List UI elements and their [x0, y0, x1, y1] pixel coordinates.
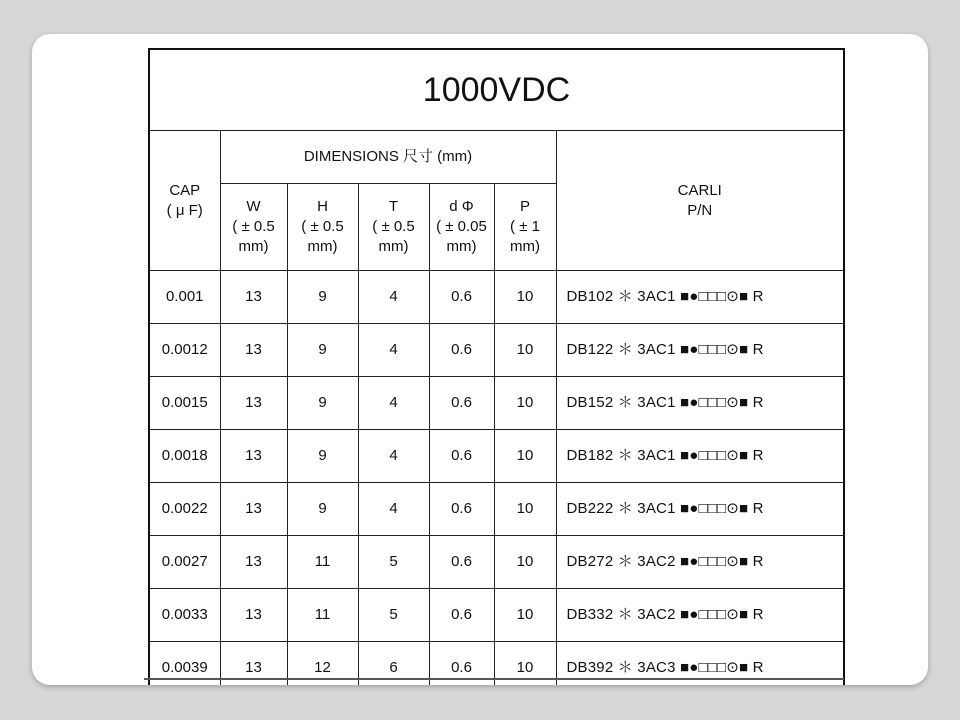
p-cell: 10	[494, 377, 556, 430]
w-header-tol: ( ± 0.5	[232, 218, 275, 235]
cap-cell: 0.0039	[149, 642, 220, 686]
d-header-unit: mm)	[446, 238, 477, 255]
d-header-tol: ( ± 0.05	[436, 218, 487, 235]
d-cell: 0.6	[429, 589, 494, 642]
p-cell: 10	[494, 536, 556, 589]
p-cell: 10	[494, 589, 556, 642]
cap-cell: 0.001	[149, 271, 220, 324]
w-header-name: W	[246, 198, 261, 215]
w-cell: 13	[220, 377, 287, 430]
table-row	[149, 430, 844, 483]
t-header-unit: mm)	[378, 238, 409, 255]
t-cell: 5	[358, 589, 429, 642]
part-number-cell: DB332 ＊ 3AC2 ■●□□□⊙■ R	[556, 589, 844, 642]
t-cell: 4	[358, 324, 429, 377]
w-cell: 13	[220, 271, 287, 324]
w-cell: 13	[220, 536, 287, 589]
header-row	[149, 131, 844, 184]
p-header-tol: ( ± 1	[510, 218, 540, 235]
p-cell: 10	[494, 324, 556, 377]
carli-header-sub: P/N	[687, 201, 713, 219]
cap-cell: 0.0012	[149, 324, 220, 377]
part-number-cell: DB272 ＊ 3AC2 ■●□□□⊙■ R	[556, 536, 844, 589]
dimensions-header: DIMENSIONS 尺寸 (mm)	[220, 131, 556, 184]
d-cell: 0.6	[429, 536, 494, 589]
d-cell: 0.6	[429, 271, 494, 324]
w-cell: 13	[220, 430, 287, 483]
d-cell: 0.6	[429, 483, 494, 536]
part-number-cell: DB392 ＊ 3AC3 ■●□□□⊙■ R	[556, 642, 844, 686]
t-cell: 6	[358, 642, 429, 686]
part-number-cell: DB152 ＊ 3AC1 ■●□□□⊙■ R	[556, 377, 844, 430]
cap-header-unit: ( μ F)	[166, 201, 203, 219]
h-cell: 9	[287, 377, 358, 430]
cap-cell: 0.0015	[149, 377, 220, 430]
page-cut-divider	[144, 678, 844, 680]
d-cell: 0.6	[429, 324, 494, 377]
t-header-name: T	[388, 198, 399, 215]
table-row	[149, 536, 844, 589]
w-cell: 13	[220, 642, 287, 686]
title-row	[149, 49, 844, 131]
table-row	[149, 483, 844, 536]
h-cell: 9	[287, 483, 358, 536]
w-cell: 13	[220, 589, 287, 642]
p-cell: 10	[494, 483, 556, 536]
part-number-cell: DB182 ＊ 3AC1 ■●□□□⊙■ R	[556, 430, 844, 483]
d-header-name: d Φ	[449, 198, 474, 215]
d-cell: 0.6	[429, 430, 494, 483]
t-cell: 4	[358, 377, 429, 430]
spec-table	[148, 48, 845, 685]
w-header	[220, 184, 287, 271]
table-row	[149, 377, 844, 430]
part-number-cell: DB122 ＊ 3AC1 ■●□□□⊙■ R	[556, 324, 844, 377]
p-cell: 10	[494, 430, 556, 483]
part-number-cell: DB102 ＊ 3AC1 ■●□□□⊙■ R	[556, 271, 844, 324]
p-cell: 10	[494, 642, 556, 686]
t-cell: 4	[358, 271, 429, 324]
h-header-tol: ( ± 0.5	[301, 218, 344, 235]
p-header-unit: mm)	[510, 238, 540, 255]
h-header-unit: mm)	[307, 238, 338, 255]
t-cell: 4	[358, 483, 429, 536]
h-cell: 9	[287, 324, 358, 377]
carli-header-label: CARLI	[677, 181, 722, 199]
h-cell: 9	[287, 430, 358, 483]
d-cell: 0.6	[429, 377, 494, 430]
h-cell: 11	[287, 589, 358, 642]
h-cell: 9	[287, 271, 358, 324]
cap-cell: 0.0022	[149, 483, 220, 536]
w-cell: 13	[220, 483, 287, 536]
table-title: 1000VDC	[149, 49, 844, 131]
carli-header	[556, 131, 844, 271]
cap-header	[149, 131, 220, 271]
t-header	[358, 184, 429, 271]
table-row	[149, 324, 844, 377]
d-cell: 0.6	[429, 642, 494, 686]
h-cell: 11	[287, 536, 358, 589]
p-header-name: P	[519, 198, 530, 215]
table-row	[149, 589, 844, 642]
h-cell: 12	[287, 642, 358, 686]
t-cell: 5	[358, 536, 429, 589]
w-cell: 13	[220, 324, 287, 377]
cap-cell: 0.0033	[149, 589, 220, 642]
h-header-name: H	[317, 198, 328, 215]
p-header	[494, 184, 556, 271]
t-header-tol: ( ± 0.5	[372, 218, 415, 235]
table-row	[149, 271, 844, 324]
slide-card	[32, 34, 928, 685]
w-header-unit: mm)	[238, 238, 269, 255]
cap-header-label: CAP	[169, 181, 201, 199]
p-cell: 10	[494, 271, 556, 324]
d-header	[429, 184, 494, 271]
t-cell: 4	[358, 430, 429, 483]
cap-cell: 0.0027	[149, 536, 220, 589]
part-number-cell: DB222 ＊ 3AC1 ■●□□□⊙■ R	[556, 483, 844, 536]
cap-cell: 0.0018	[149, 430, 220, 483]
h-header	[287, 184, 358, 271]
